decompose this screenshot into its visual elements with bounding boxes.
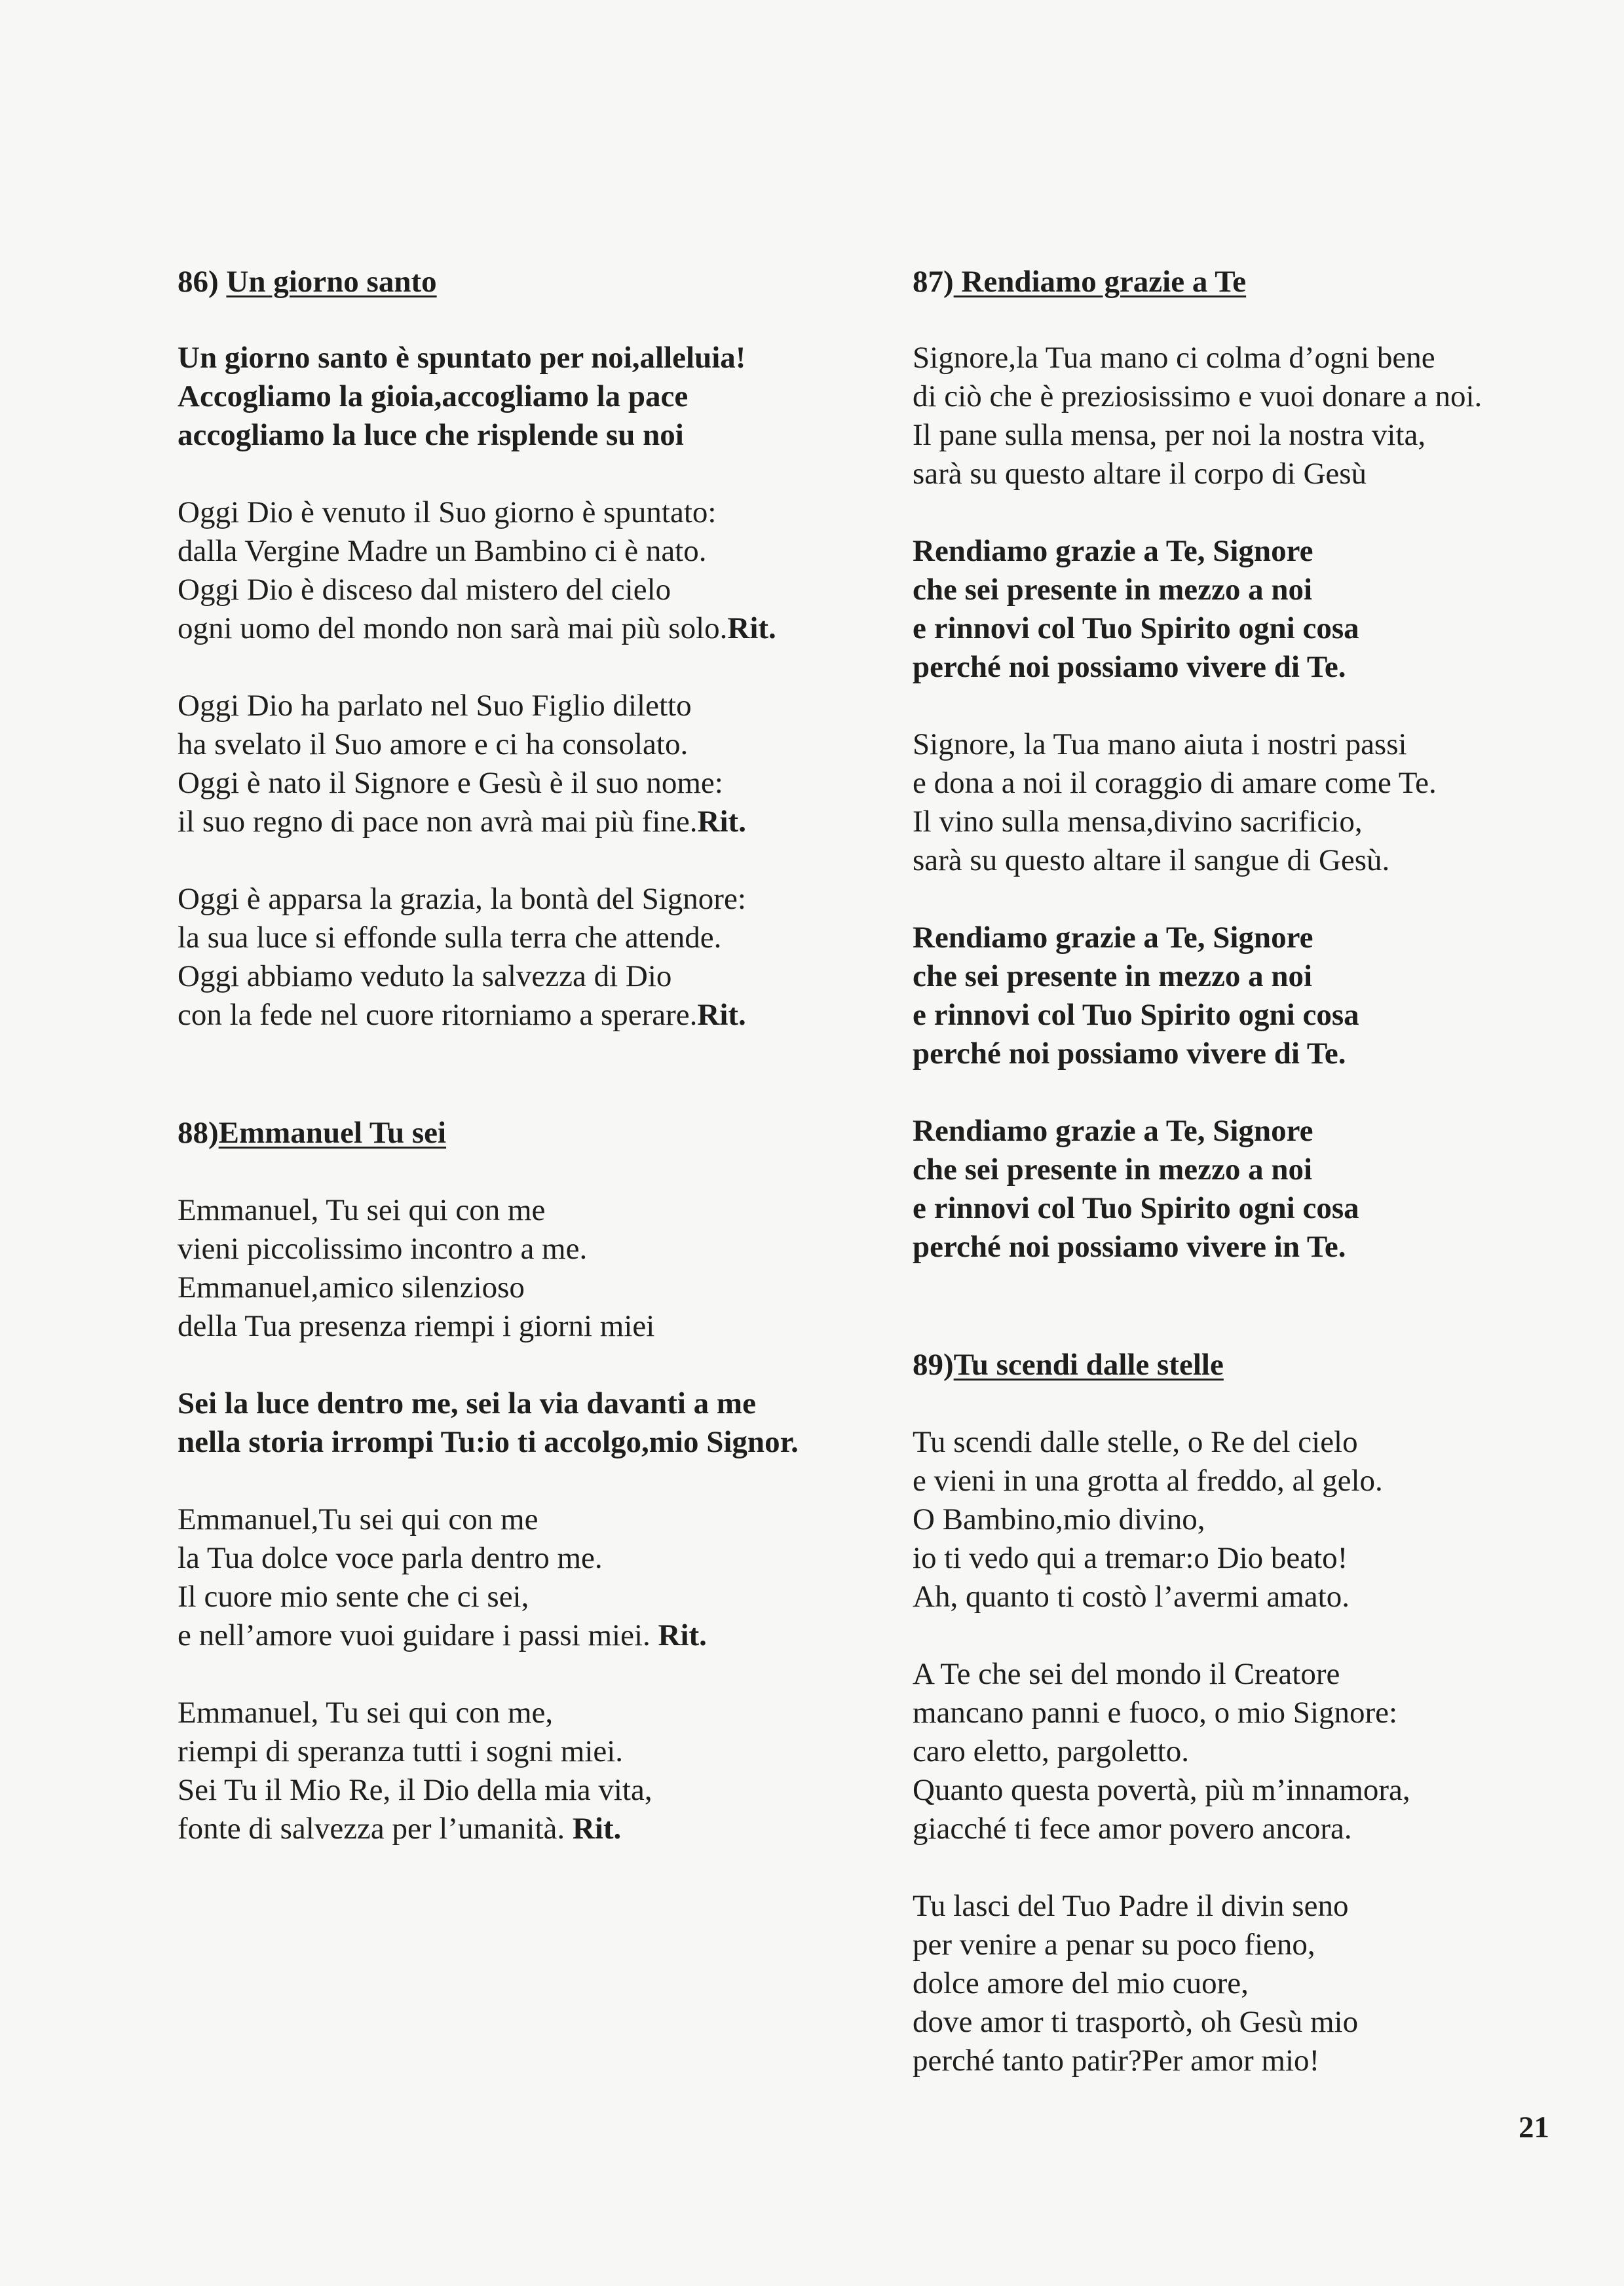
song-title-text: Emmanuel Tu sei (218, 1116, 447, 1150)
lyric-line: Signore,la Tua mano ci colma d’ogni bene (913, 341, 1435, 375)
lyric-line: riempi di speranza tutti i sogni miei. (178, 1734, 624, 1768)
refrain-marker: Rit. (658, 1618, 707, 1652)
song-title-text: Rendiamo grazie a Te (953, 265, 1247, 299)
lyric-line: dove amor ti trasportò, oh Gesù mio (913, 2005, 1359, 2039)
song-number: 86) (178, 265, 219, 299)
lyric-line: la Tua dolce voce parla dentro me. (178, 1541, 603, 1575)
verse (178, 1694, 898, 1848)
left-column (178, 262, 898, 1848)
lyric-line: Emmanuel,amico silenzioso (178, 1270, 525, 1305)
lyric-line: Quanto questa povertà, più m’innamora, (913, 1773, 1410, 1807)
lyric-line: Oggi Dio è venuto il Suo giorno è spuntato: (178, 495, 717, 529)
song-89 (913, 1345, 1624, 2080)
lyric-line: Emmanuel, Tu sei qui con me (178, 1193, 546, 1227)
lyric-line: perché noi possiamo vivere di Te. (913, 1037, 1346, 1071)
refrain-marker: Rit. (697, 805, 746, 839)
lyric-line: io ti vedo qui a tremar:o Dio beato! (913, 1541, 1348, 1575)
lyric-line: nella storia irrompi Tu:io ti accolgo,mio Signor. (178, 1425, 799, 1459)
song-87 (913, 262, 1624, 1267)
verse (913, 1423, 1624, 1616)
lyric-line: e vieni in una grotta al freddo, al gelo. (913, 1464, 1383, 1498)
lyric-line: mancano panni e fuoco, o mio Signore: (913, 1696, 1398, 1730)
lyric-line: e dona a noi il coraggio di amare come Te. (913, 766, 1437, 800)
lyric-line: dolce amore del mio cuore, (913, 1966, 1249, 2000)
song-number: 88) (178, 1116, 219, 1150)
lyric-line: ha svelato il Suo amore e ci ha consolato. (178, 727, 689, 761)
lyric-line: Rendiamo grazie a Te, Signore (913, 921, 1313, 955)
lyric-line: perché tanto patir?Per amor mio! (913, 2044, 1320, 2078)
lyric-line: e nell’amore vuoi guidare i passi miei. Rit. (178, 1618, 707, 1652)
lyric-line: della Tua presenza riempi i giorni miei (178, 1309, 655, 1343)
song-title (178, 1113, 898, 1153)
lyric-line: O Bambino,mio divino, (913, 1502, 1205, 1536)
lyric-line: e rinnovi col Tuo Spirito ogni cosa (913, 998, 1359, 1032)
song-number: 87) (913, 265, 954, 299)
song-title-text: Tu scendi dalle stelle (953, 1348, 1224, 1382)
lyric-line: Tu scendi dalle stelle, o Re del cielo (913, 1425, 1358, 1459)
lyric-line: giacché ti fece amor povero ancora. (913, 1812, 1352, 1846)
lyric-line: Emmanuel,Tu sei qui con me (178, 1502, 538, 1536)
song-title (913, 1345, 1624, 1384)
lyric-line: e rinnovi col Tuo Spirito ogni cosa (913, 611, 1359, 645)
song-number: 89) (913, 1348, 954, 1382)
chorus (913, 532, 1624, 687)
lyric-line: A Te che sei del mondo il Creatore (913, 1657, 1340, 1691)
lyric-line: con la fede nel cuore ritorniamo a sperare.Rit. (178, 998, 746, 1032)
verse (913, 725, 1624, 880)
lyric-line: Rendiamo grazie a Te, Signore (913, 1114, 1313, 1148)
verse (178, 880, 898, 1035)
lyric-line: vieni piccolissimo incontro a me. (178, 1232, 588, 1266)
lyric-line: Emmanuel, Tu sei qui con me, (178, 1696, 554, 1730)
lyric-line: che sei presente in mezzo a noi (913, 573, 1313, 607)
lyric-line: per venire a penar su poco fieno, (913, 1928, 1315, 1962)
lyric-line: perché noi possiamo vivere di Te. (913, 650, 1346, 684)
lyric-line: Oggi è apparsa la grazia, la bontà del Signore: (178, 882, 746, 916)
refrain-marker: Rit. (727, 611, 776, 645)
right-column (913, 262, 1624, 2080)
song-title-text: Un giorno santo (226, 265, 437, 299)
chorus (913, 1112, 1624, 1267)
lyric-line: perché noi possiamo vivere in Te. (913, 1230, 1346, 1264)
lyric-line: Oggi è nato il Signore e Gesù è il suo nome: (178, 766, 723, 800)
verse (178, 687, 898, 841)
verse (178, 493, 898, 648)
lyric-line: Sei Tu il Mio Re, il Dio della mia vita, (178, 1773, 652, 1807)
lyric-line: Il pane sulla mensa, per noi la nostra vita, (913, 418, 1426, 452)
lyric-line: di ciò che è preziosissimo e vuoi donare a noi. (913, 379, 1482, 413)
verse (913, 339, 1624, 493)
lyric-line: il suo regno di pace non avrà mai più fine.Rit. (178, 805, 746, 839)
chorus (178, 1384, 898, 1462)
chorus (913, 919, 1624, 1073)
lyric-line: Signore, la Tua mano aiuta i nostri passi (913, 727, 1407, 761)
lyric-line: dalla Vergine Madre un Bambino ci è nato. (178, 534, 707, 568)
lyric-line: Il vino sulla mensa,divino sacrificio, (913, 805, 1363, 839)
lyric-line: sarà su questo altare il sangue di Gesù. (913, 843, 1390, 877)
chorus (178, 339, 898, 455)
lyric-line: Ah, quanto ti costò l’avermi amato. (913, 1580, 1350, 1614)
lyric-line: fonte di salvezza per l’umanità. Rit. (178, 1812, 622, 1846)
lyric-line: sarà su questo altare il corpo di Gesù (913, 457, 1367, 491)
song-88 (178, 1113, 898, 1848)
song-title (913, 262, 1624, 301)
lyric-line: la sua luce si effonde sulla terra che attende. (178, 921, 722, 955)
song-86 (178, 262, 898, 1035)
verse (913, 1655, 1624, 1848)
verse (913, 1887, 1624, 2080)
song-title (178, 262, 898, 301)
lyric-line: Oggi Dio è disceso dal mistero del cielo (178, 573, 671, 607)
lyric-line: accogliamo la luce che risplende su noi (178, 418, 684, 452)
lyric-line: Un giorno santo è spuntato per noi,alleluia! (178, 341, 746, 375)
lyric-line: ogni uomo del mondo non sarà mai più solo.Rit. (178, 611, 776, 645)
verse (178, 1191, 898, 1346)
lyric-line: Oggi Dio ha parlato nel Suo Figlio diletto (178, 689, 692, 723)
refrain-marker: Rit. (697, 998, 746, 1032)
lyric-line: Rendiamo grazie a Te, Signore (913, 534, 1313, 568)
lyric-line: Il cuore mio sente che ci sei, (178, 1580, 529, 1614)
lyric-line: che sei presente in mezzo a noi (913, 959, 1313, 993)
refrain-marker: Rit. (572, 1812, 622, 1846)
lyric-line: caro eletto, pargoletto. (913, 1734, 1189, 1768)
page-number: 21 (1519, 2110, 1549, 2144)
lyric-line: Accogliamo la gioia,accogliamo la pace (178, 379, 689, 413)
lyric-line: e rinnovi col Tuo Spirito ogni cosa (913, 1191, 1359, 1225)
verse (178, 1500, 898, 1655)
lyric-line: Tu lasci del Tuo Padre il divin seno (913, 1889, 1349, 1923)
lyric-line: Oggi abbiamo veduto la salvezza di Dio (178, 959, 672, 993)
lyric-line: che sei presente in mezzo a noi (913, 1153, 1313, 1187)
lyric-line: Sei la luce dentro me, sei la via davanti a me (178, 1386, 756, 1420)
